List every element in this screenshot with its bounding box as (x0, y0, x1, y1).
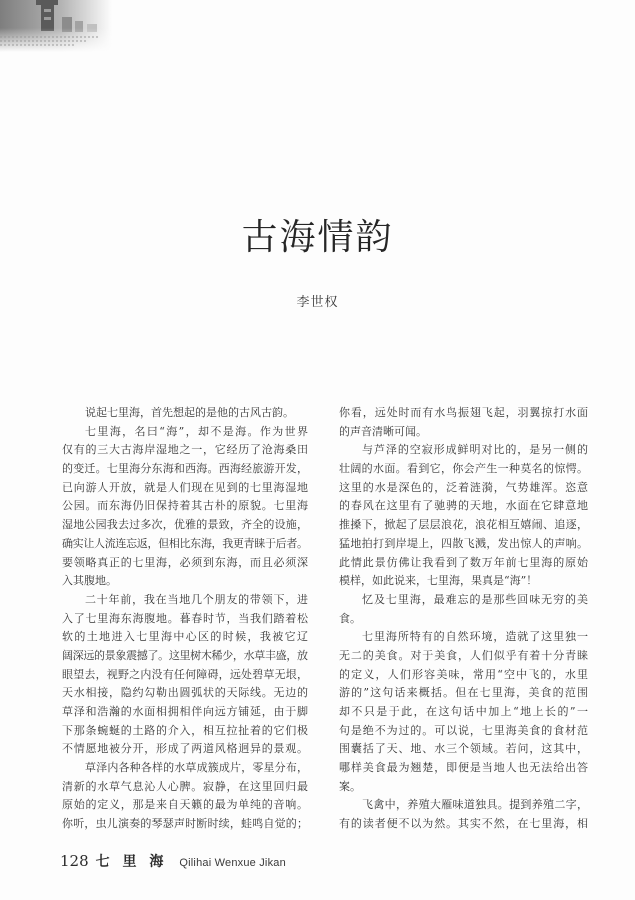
text-line: 与芦泽的空寂形成鲜明对比的，是另一侧的 (362, 443, 589, 457)
text-line: 七里海，名曰“海”，却不是海。作为世界 (85, 424, 310, 438)
text-line: 草泽和浩瀚的水面相拥相伴向远方铺延，由于脚 (62, 705, 309, 718)
magazine-title: 七 里 海 (95, 854, 168, 870)
text-line: 已向游人开放，就是人们现在见到的七里海湿地 (62, 480, 309, 494)
right-text-column (339, 404, 588, 834)
text-line: 仅有的三大古海岸湿地之一，它经历了沧海桑田 (62, 443, 309, 457)
text-line: 入了七里海东海腹地。暮春时节，当我们踏着松 (62, 611, 309, 625)
text-line: 不情愿地被分开，形成了两道风格迥异的景观。 (62, 742, 309, 756)
text-line: 草泽内各种各样的水草成簇成片，零星分布， (85, 761, 309, 775)
text-line: 七里海所特有的自然环境，造就了这里独一 (362, 630, 589, 644)
text-line: 却不只是于此，在这句话中加上“地上长的”一 (339, 705, 590, 718)
text-line: 的定义，人们形容美味，常用“空中飞的，水里 (339, 667, 590, 681)
text-line: 公园。而东海仍旧保持着其古朴的原貌。七里海 (62, 499, 309, 513)
text-line: 确实让人流连忘返，但相比东海，我更青睐于后者。 (62, 536, 308, 550)
header-photo-image (0, 0, 112, 52)
text-line: 天水相接，隐约勾勒出圆弧状的天际线。无边的 (62, 686, 309, 700)
text-line: 模样，如此说来，七里海，果真是“海”！ (339, 574, 538, 588)
text-line: 飞禽中，养殖大雁味道独具。提到养殖二字， (362, 798, 589, 812)
text-line: 的春风在这里有了驰骋的天地，水面在它肆意地 (339, 499, 589, 513)
text-line: 你听，虫儿演奏的琴瑟声时断时续，蛙鸣自觉的； (62, 817, 309, 831)
text-line: 句是绝不为过的。可以说，七里海美食的食材范 (339, 723, 589, 737)
text-line: 二十年前，我在当地几个朋友的带领下，进 (85, 592, 309, 606)
text-line: 软的土地进入七里海中心区的时候，我被它辽 (62, 630, 310, 644)
text-line: 的声音清晰可闻。 (339, 424, 427, 438)
text-line: 食。 (339, 611, 361, 625)
text-line: 猛地拍打到岸堤上，四散飞溅，发出惊人的声响。 (339, 536, 589, 550)
text-line: 湿地公园我去过多次，优雅的景致，齐全的设施， (62, 518, 309, 532)
text-line: 眼望去，视野之内没有任何障碍，远处碧草无垠， (62, 667, 309, 681)
text-line: 要领略真正的七里海，必须到东海，而且必须深 (62, 555, 309, 569)
article-title: 古海情韵 (241, 217, 394, 258)
article-author: 李世权 (296, 295, 339, 310)
text-line: 你看，远处时而有水鸟振翅飞起，羽翼掠打水面 (339, 406, 589, 419)
text-line: 无二的美食。对于美食，人们似乎有着十分青睐 (339, 648, 589, 662)
text-line: 游的”这句话来概括。但在七里海，美食的范围 (339, 686, 590, 700)
text-line: 案。 (339, 779, 361, 793)
text-line: 此情此景仿佛让我看到了数万年前七里海的原始 (339, 555, 589, 569)
text-line: 阔深远的景象震撼了。这里树木稀少，水草丰盛，放 (62, 648, 308, 662)
text-line: 下那条蜿蜒的土路的介入，相互拉扯着的它们极 (62, 723, 309, 737)
magazine-pinyin: Qilihai Wenxue Jikan (179, 857, 286, 869)
text-line: 哪样美食最为翘楚，即便是当地人也无法给出答 (339, 761, 589, 775)
page-footer (60, 851, 286, 873)
text-line: 围囊括了天、地、水三个领域。若问，这其中， (339, 742, 589, 756)
text-line: 有的读者便不以为然。其实不然，在七里海，相 (339, 817, 589, 831)
text-line: 推搡下，掀起了层层浪花，浪花相互嬉闹、追逐， (339, 518, 589, 532)
text-line: 说起七里海，首先想起的是他的古风古韵。 (85, 406, 294, 419)
page-number: 128 (60, 852, 89, 870)
text-line: 这里的水是深色的，泛着涟漪，气势雄浑。恣意 (339, 480, 589, 494)
text-line: 的变迁。七里海分东海和西海。西海经旅游开发， (62, 462, 309, 476)
text-line: 忆及七里海，最难忘的是那些回味无穷的美 (362, 592, 589, 606)
left-text-column (62, 404, 308, 834)
header-photo (0, 0, 112, 52)
text-line: 清新的水草气息沁人心脾。寂静，在这里回归最 (62, 779, 309, 793)
text-line: 原始的定义，那是来自天籁的最为单纯的音响。 (62, 798, 309, 812)
text-line: 入其腹地。 (62, 574, 117, 588)
text-line: 壮阔的水面。看到它，你会产生一种莫名的惊愕。 (339, 462, 589, 476)
